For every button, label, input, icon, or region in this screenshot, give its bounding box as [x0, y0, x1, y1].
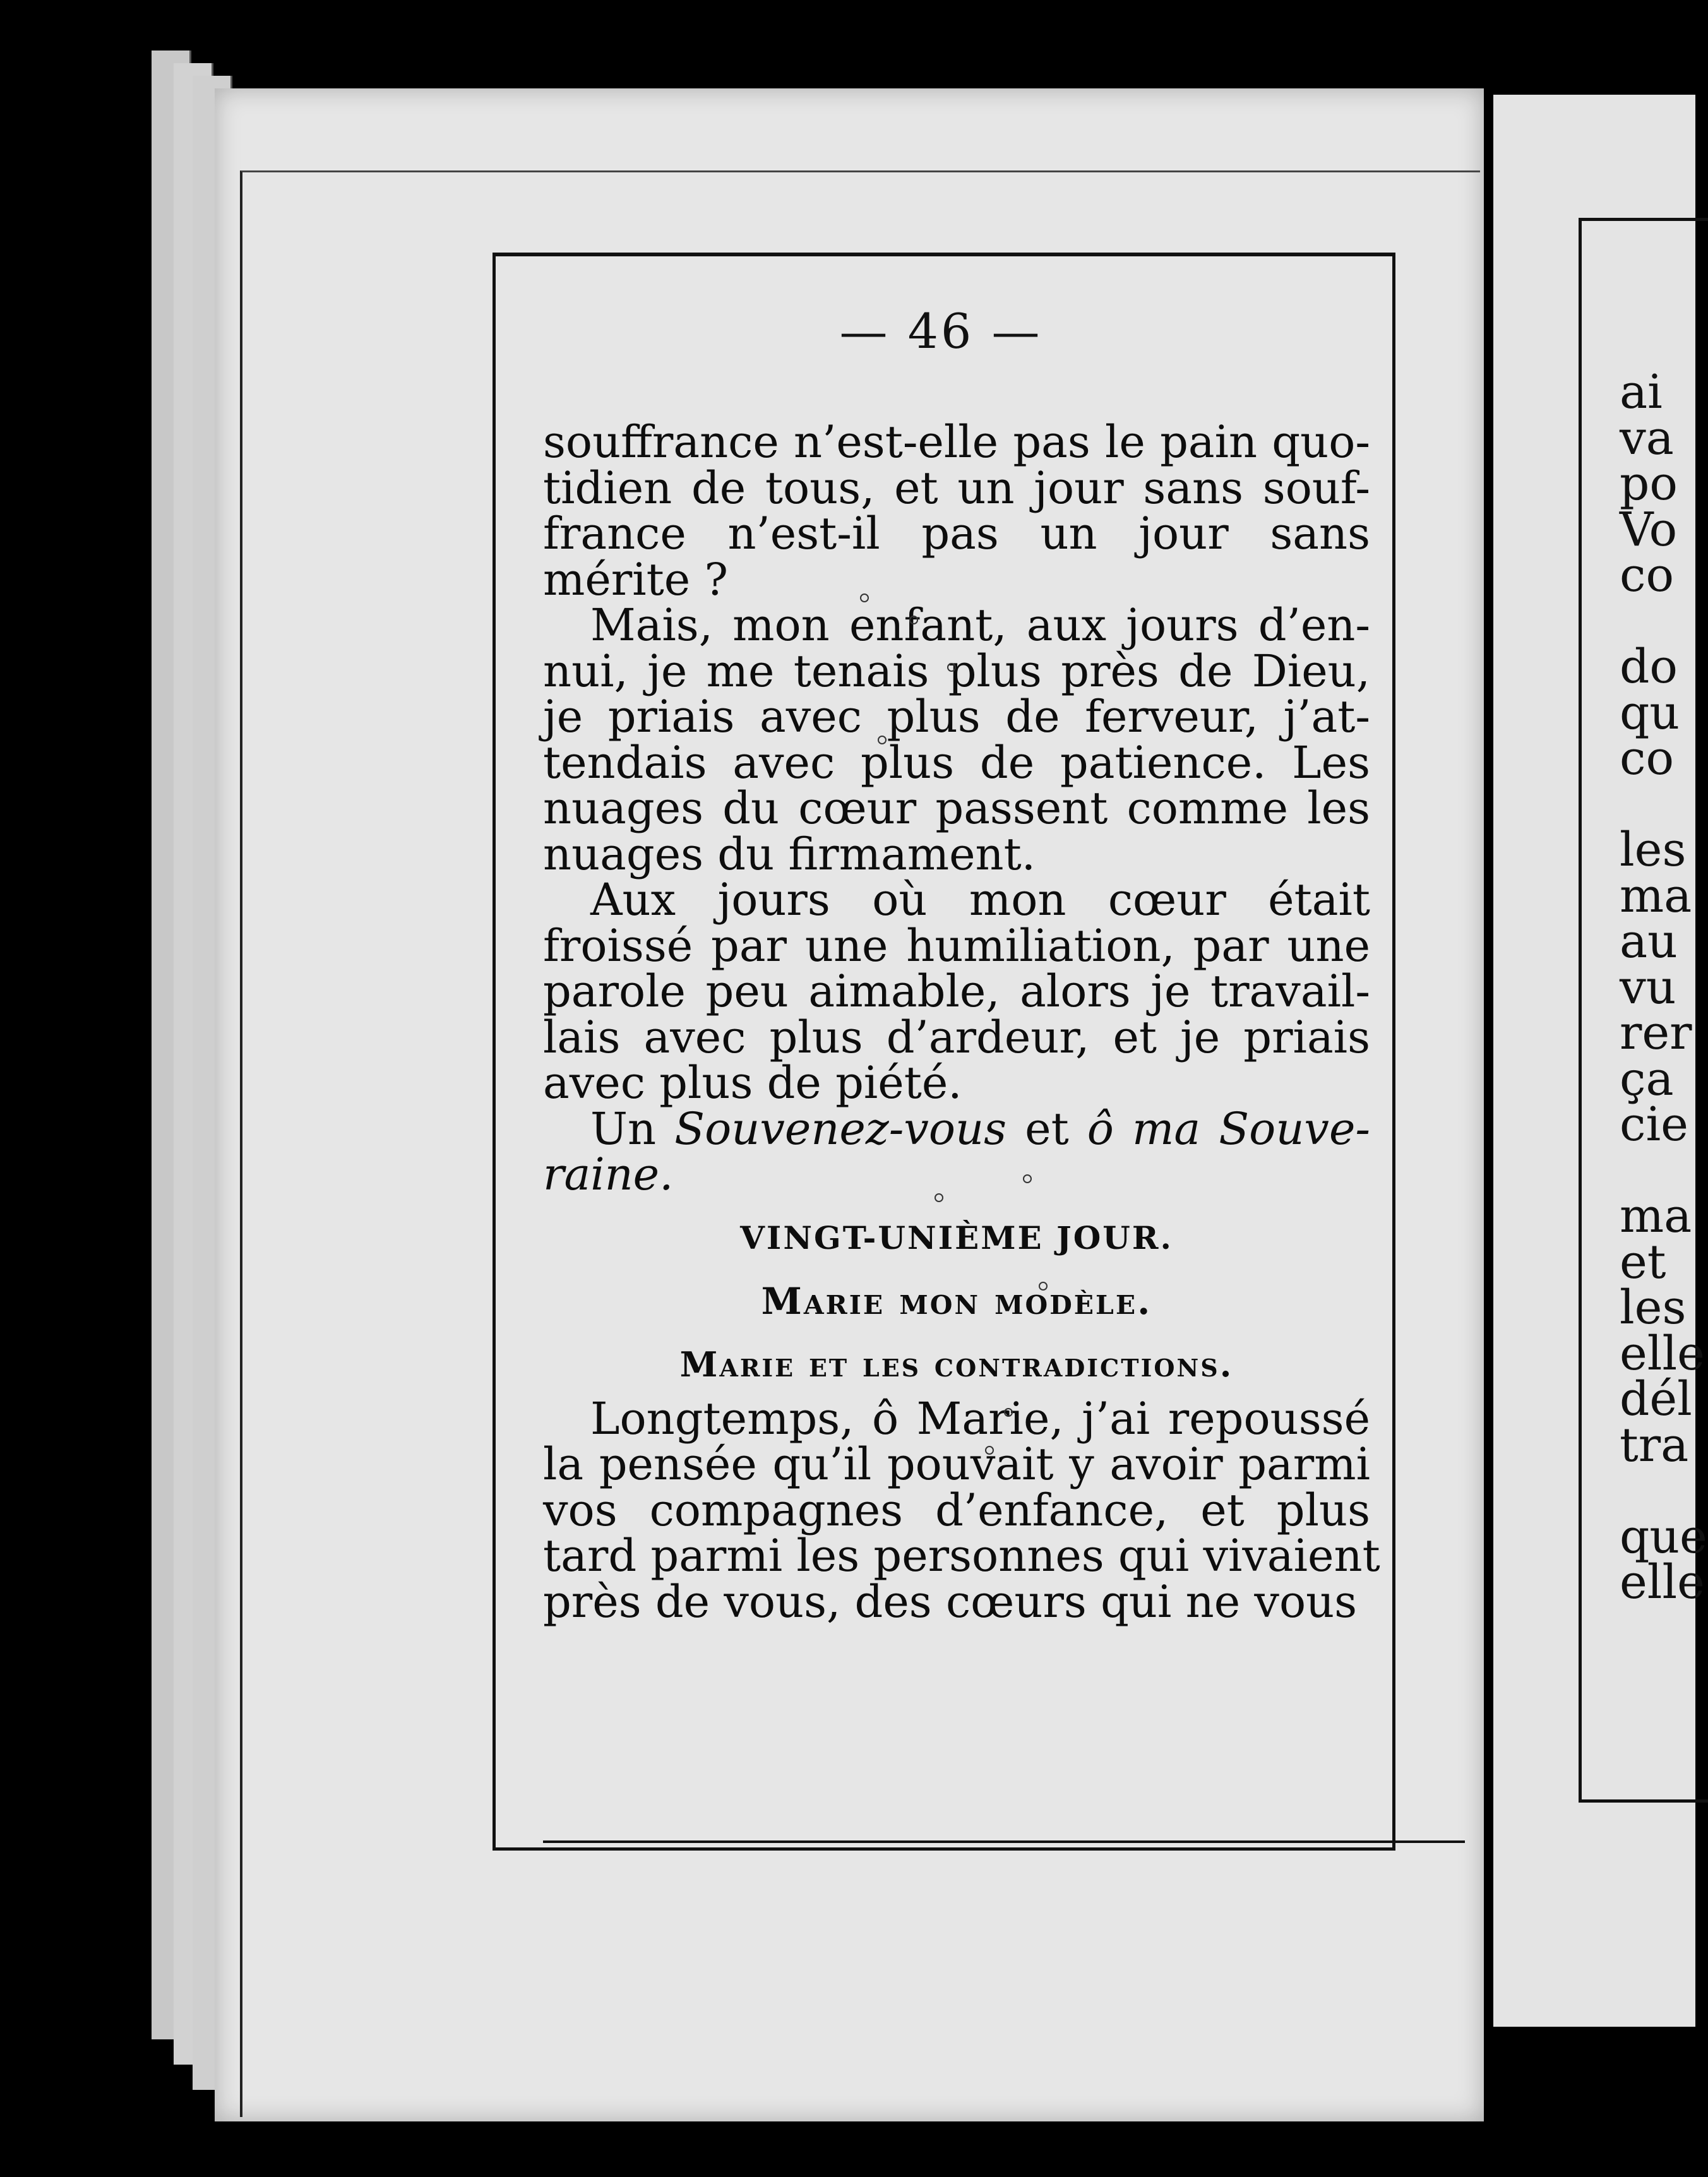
text-line: avec plus de piété.	[543, 1057, 962, 1109]
right-page-fragment: elle	[1620, 1555, 1705, 1609]
scan-speck	[1004, 1408, 1013, 1417]
right-page-fragment: vu	[1620, 960, 1676, 1015]
scan-speck	[1039, 1282, 1048, 1291]
text-line: nuages du cœur passent comme les	[543, 782, 1370, 834]
scan-speck	[878, 736, 887, 744]
paragraph-2	[543, 599, 1370, 880]
text-line: nuages du firmament.	[543, 828, 1036, 880]
text-line: Mais, mon enfant, aux jours d’en-	[590, 599, 1370, 651]
text-line: tendais avec plus de patience. Les	[543, 736, 1370, 789]
text-run: et	[1006, 1102, 1087, 1155]
right-page-fragment: po	[1620, 456, 1678, 511]
right-page-fragment	[1620, 1468, 1695, 1514]
right-page-fragment: Vo	[1620, 502, 1678, 557]
scan-speck	[860, 593, 869, 602]
text-line: tidien de tous, et un jour sans souf-	[543, 462, 1370, 514]
right-page-fragment: qu	[1620, 685, 1680, 740]
paragraph-4-line: raine.	[543, 1148, 674, 1200]
right-page-fragment: ma	[1620, 868, 1692, 923]
right-page-fragment: rer	[1620, 1006, 1692, 1060]
right-page-fragment	[1620, 782, 1695, 828]
frame-bottom-rule	[543, 1840, 1465, 1843]
scan-speck	[935, 1193, 943, 1202]
text-line: souffrance n’est-elle pas le pain quo-	[543, 416, 1370, 468]
right-page-fragment: ça	[1620, 1051, 1674, 1106]
paragraph-3	[543, 874, 1370, 1109]
right-page-fragment: do	[1620, 640, 1678, 694]
right-page-fragment	[1620, 1148, 1695, 1194]
text-run: Un	[590, 1102, 675, 1155]
section-heading: Marie mon modèle.	[761, 1279, 1152, 1323]
scan-speck	[947, 663, 956, 672]
text-line: mérite ?	[543, 553, 728, 605]
right-page-fragment: ma	[1620, 1189, 1692, 1243]
paragraph-5	[543, 1392, 1380, 1628]
right-page-fragment: tra	[1620, 1417, 1689, 1472]
text-line: parole peu aimable, alors je travail-	[543, 965, 1370, 1017]
text-line: nui, je me tenais plus près de Dieu,	[543, 645, 1370, 697]
right-page-fragment: les	[1620, 823, 1687, 877]
right-page-fragment: co	[1620, 548, 1674, 602]
right-page-fragment: cie	[1620, 1097, 1688, 1152]
text-line: Aux jours où mon cœur était	[590, 874, 1370, 926]
right-page-fragment	[1620, 599, 1695, 645]
right-page-fragment: et	[1620, 1234, 1666, 1289]
paragraph-4-line	[543, 1102, 1371, 1155]
right-page-fragment: les	[1620, 1280, 1687, 1335]
text-line: froissé par une humiliation, par une	[543, 919, 1370, 972]
right-page-text-fragments	[1620, 365, 1707, 1609]
scan-speck	[909, 616, 918, 624]
right-page-fragment: elle	[1620, 1326, 1705, 1381]
prayer-title: Souvenez-vous	[674, 1102, 1007, 1155]
text-line: lais avec plus d’ardeur, et je priais	[543, 1011, 1370, 1063]
text-line: je priais avec plus de ferveur, j’at-	[543, 691, 1370, 743]
page-number: — 46 —	[839, 303, 1042, 359]
paragraph-1	[543, 416, 1370, 605]
chapter-heading: VINGT-UNIÈME JOUR.	[740, 1219, 1173, 1256]
text-line: tard parmi les personnes qui vivaient	[543, 1530, 1380, 1582]
right-page-fragment: dél	[1620, 1372, 1692, 1426]
scan-speck	[1023, 1174, 1032, 1183]
right-page-fragment: que	[1620, 1509, 1707, 1564]
prayer-title: ô ma Souve-	[1087, 1102, 1371, 1155]
text-line: près de vous, des cœurs qui ne vous	[543, 1575, 1358, 1628]
subsection-heading: Marie et les contradictions.	[679, 1344, 1234, 1385]
right-page-fragment: ai	[1620, 365, 1663, 419]
right-page-fragment: co	[1620, 731, 1674, 785]
text-line: france n’est-il pas un jour sans	[543, 508, 1370, 559]
page-text	[543, 416, 1380, 1628]
text-line: vos compagnes d’enfance, et plus	[543, 1484, 1370, 1536]
right-page-fragment: va	[1620, 410, 1674, 465]
scan-speck	[985, 1446, 994, 1455]
right-page-fragment: au	[1620, 914, 1678, 969]
text-line: Longtemps, ô Marie, j’ai repoussé	[590, 1392, 1370, 1445]
text-line: la pensée qu’il pouvait y avoir parmi	[543, 1438, 1370, 1490]
